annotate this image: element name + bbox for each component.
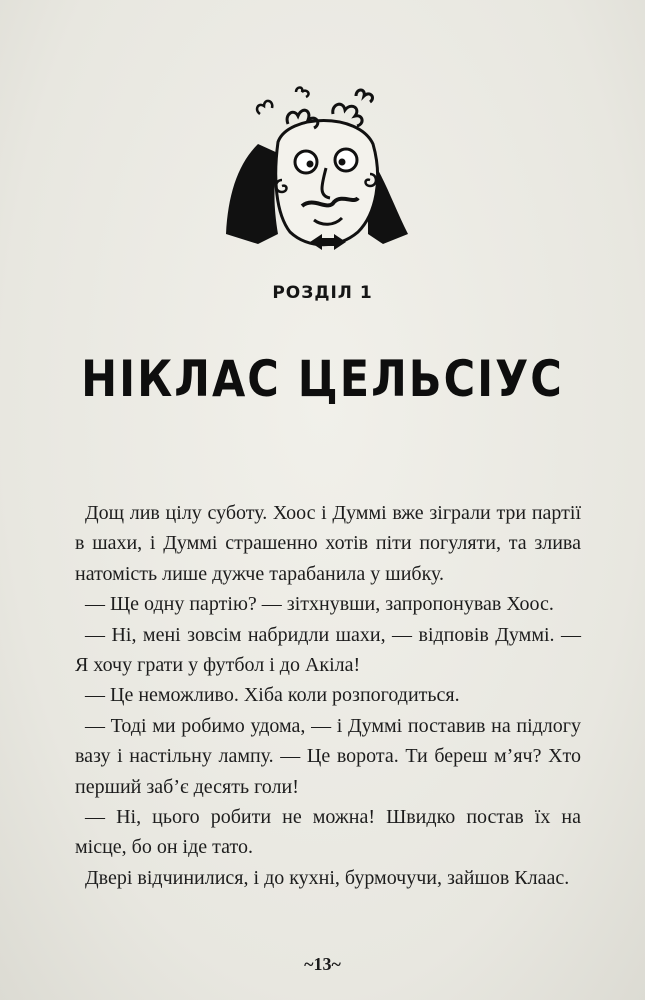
paragraph: — Ні, мені зовсім набридли шахи, — відповів Думмі. — Я хочу грати у футбол і до Акіла! [75,623,581,677]
page-number: ~13~ [304,954,341,974]
paragraph: Дощ лив цілу суботу. Хоос і Думмі вже зіграли три партії в шахи, і Думмі страшенно хотів піти погуляти, та злива натомість лише дужче тарабанила у шибку. [75,502,581,585]
paragraph: — Це неможливо. Хіба коли розпогодиться. [85,684,460,707]
paragraph: — Ні, цього робити не можна! Швидко постав їх на місце, бо он іде тато. [75,806,581,859]
chapter-label: РОЗДІЛ 1 [272,283,373,303]
paragraph: — Ще одну партію? — зітхнувши, запропонував Хоос. [85,593,554,616]
chapter-title: НІКЛАС ЦЕЛЬСІУС [81,351,564,409]
chapter-body [75,498,581,893]
professor-illustration [218,84,430,256]
paragraph: — Тоді ми робимо удома, — і Думмі поставив на підлогу вазу і настільну лампу. — Це ворота. Ти береш м’яч? Хто перший заб’є десять голи! [75,714,581,798]
paragraph: Двері відчинилися, і до кухні, бурмочучи, зайшов Клаас. [85,866,570,889]
